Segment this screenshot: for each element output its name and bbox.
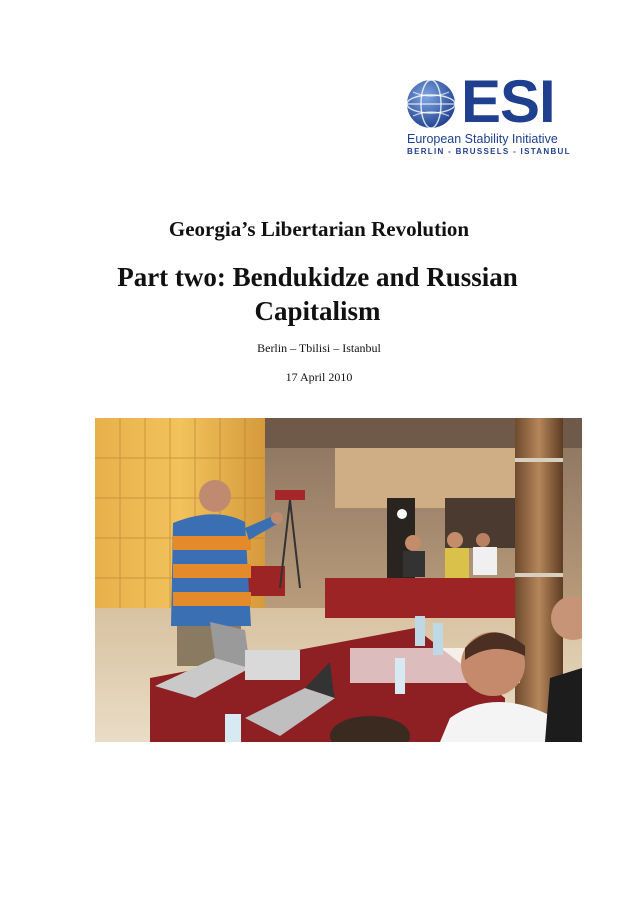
globe-icon (405, 78, 457, 130)
logo-cities: BERLIN - BRUSSELS - ISTANBUL (407, 147, 571, 156)
logo-letters: ESI (461, 68, 555, 135)
esi-logo (405, 68, 571, 160)
conference-photo (95, 418, 582, 742)
document-title: Part two: Bendukidze and Russian Capitalism (117, 262, 518, 326)
document-date: 17 April 2010 (285, 370, 353, 384)
document-places: Berlin – Tbilisi – Istanbul (257, 341, 381, 355)
conference-photo-illustration (95, 418, 582, 742)
document-subtitle: Georgia’s Libertarian Revolution (168, 217, 470, 241)
logo-tagline: European Stability Initiative (407, 132, 558, 146)
